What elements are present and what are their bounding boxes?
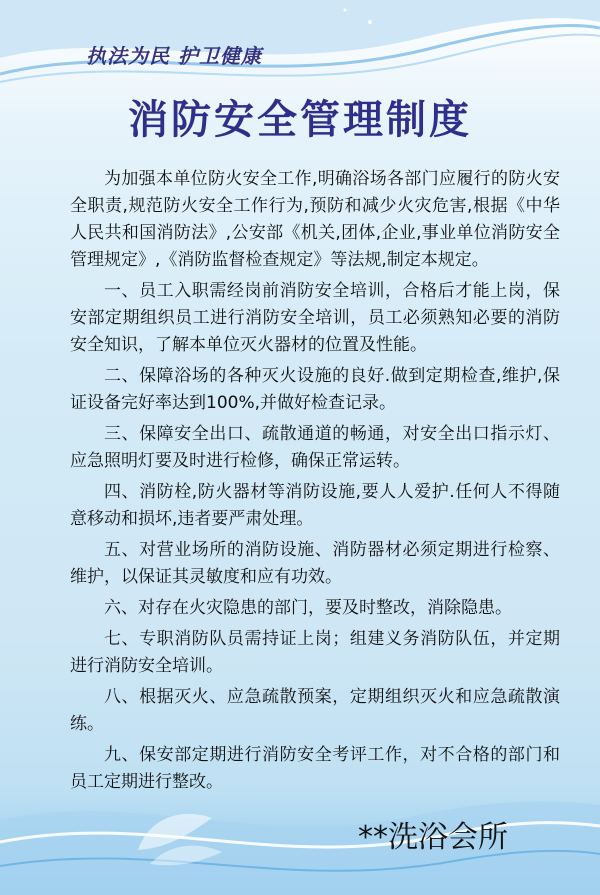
intro-paragraph: 为加强本单位防火安全工作,明确浴场各部门应履行的防火安全职责,规范防火安全工作行为,预防和减少火灾危害,根据《中华人民共和国消防法》,公安部《机关,团体,企业,事业单位消防安全管理规定》,《消防监督检查规定》等法规,制定本规定。 <box>70 169 560 270</box>
rule-item: 六、对存在火灾隐患的部门，要及时整改，消除隐患。 <box>104 598 512 618</box>
rule-item: 二、保障浴场的各种灭火设施的良好.做到定期检查,维护,保证设备完好率达到100%,并做好检查记录。 <box>70 366 560 413</box>
slogan: 执法为民 护卫健康 <box>86 44 262 68</box>
regulation-body <box>70 166 560 800</box>
page-title: 消防安全管理制度 <box>128 97 472 143</box>
bottom-swoosh-band <box>0 801 600 895</box>
rule-item: 一、员工入职需经岗前消防安全培训，合格后才能上岗，保安部定期组织员工进行消防安全培训，员工必须熟知必要的消防安全知识，了解本单位灭火器材的位置及性能。 <box>70 281 560 355</box>
sparkle-icon <box>344 9 347 12</box>
rule-item: 五、对营业场所的消防设施、消防器材必须定期进行检察、维护，以保证其灵敏度和应有功效。 <box>70 540 560 587</box>
sparkle-icon <box>368 20 372 24</box>
rule-item: 三、保障安全出口、疏散通道的畅通，对安全出口指示灯、应急照明灯要及时进行检修，确保正常运转。 <box>70 424 560 471</box>
rule-item: 八、根据灭火、应急疏散预案，定期组织灭火和应急疏散演练。 <box>70 687 560 734</box>
rule-item: 七、专职消防队员需持证上岗；组建义务消防队伍，并定期进行消防安全培训。 <box>70 629 560 676</box>
rule-item: 四、消防栓,防火器材等消防设施,要人人爱护.任何人不得随意移动和损坏,违者要严肃处理。 <box>70 482 560 529</box>
rule-item: 九、保安部定期进行消防安全考评工作，对不合格的部门和员工定期进行整改。 <box>70 745 560 792</box>
signature: **洗浴会所 <box>358 820 508 855</box>
